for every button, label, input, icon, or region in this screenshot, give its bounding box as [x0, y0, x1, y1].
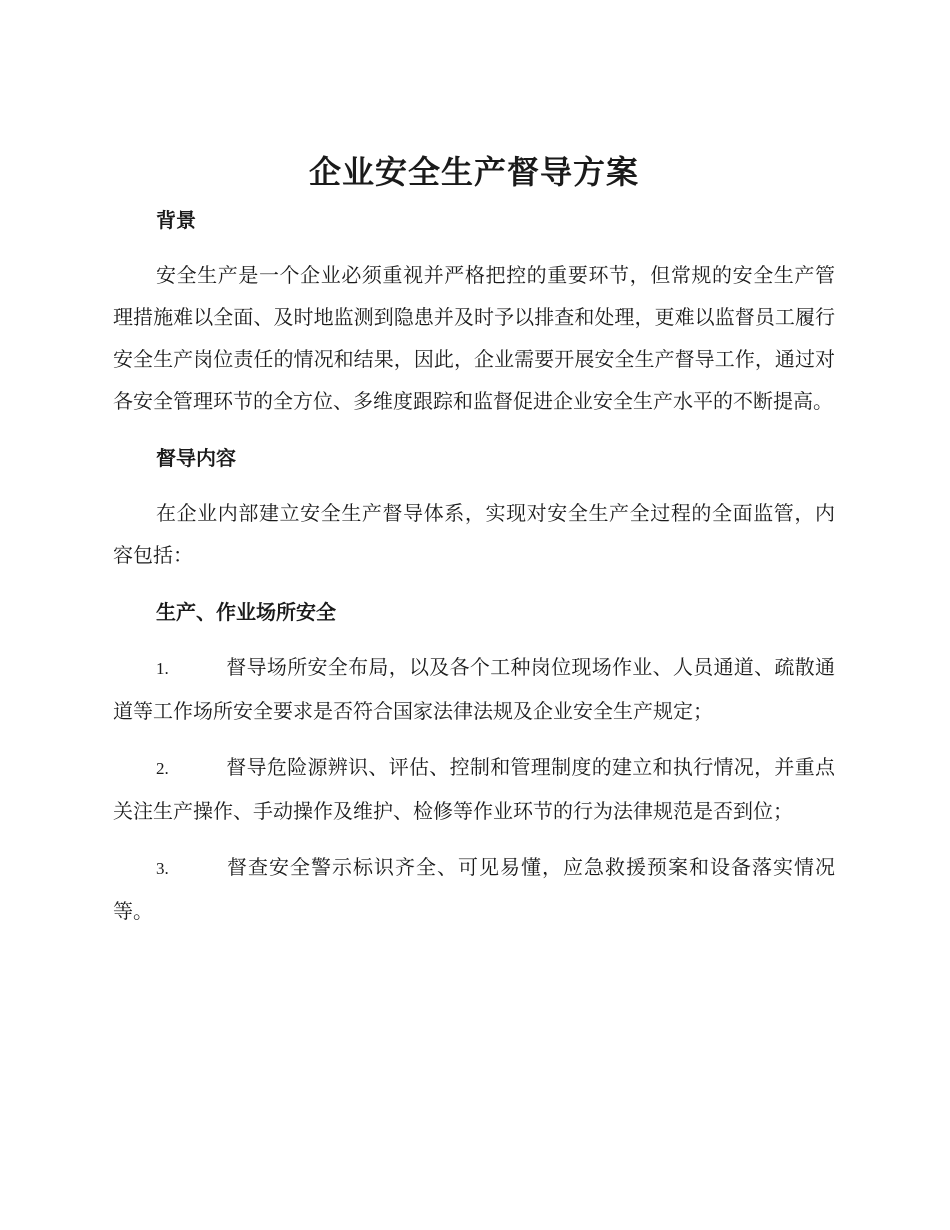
supervision-content-paragraph: 在企业内部建立安全生产督导体系，实现对安全生产全过程的全面监管，内容包括： [113, 501, 835, 567]
background-paragraph: 安全生产是一个企业必须重视并严格把控的重要环节，但常规的安全生产管理措施难以全面、及时地监测到隐患并及时予以排查和处理，更难以监督员工履行安全生产岗位责任的情况和结果，因此，企业需要开展安全生产督导工作，通过对各安全管理环节的全方位、多维度跟踪和监督促进企业安全生产水平的不断提高。 [113, 263, 835, 413]
list-item [113, 746, 835, 832]
document-title: 企业安全生产督导方案 [308, 153, 639, 191]
document-page [113, 146, 835, 932]
list-item [113, 846, 835, 932]
section-heading-background: 背景 [156, 208, 196, 232]
list-item-number: 2. [156, 759, 169, 778]
list-item-text: 督查安全警示标识齐全、可见易懂，应急救援预案和设备落实情况等。 [113, 855, 835, 923]
list-item-number: 1. [156, 659, 169, 678]
list-item [113, 646, 835, 732]
list-item-number: 3. [156, 859, 169, 878]
list-item-text: 督导场所安全布局，以及各个工种岗位现场作业、人员通道、疏散通道等工作场所安全要求是否符合国家法律法规及企业安全生产规定； [113, 655, 835, 723]
list-item-text: 督导危险源辨识、评估、控制和管理制度的建立和执行情况，并重点关注生产操作、手动操作及维护、检修等作业环节的行为法律规范是否到位； [113, 755, 835, 823]
section-heading-workplace-safety: 生产、作业场所安全 [156, 600, 336, 624]
section-heading-supervision-content: 督导内容 [156, 446, 236, 470]
